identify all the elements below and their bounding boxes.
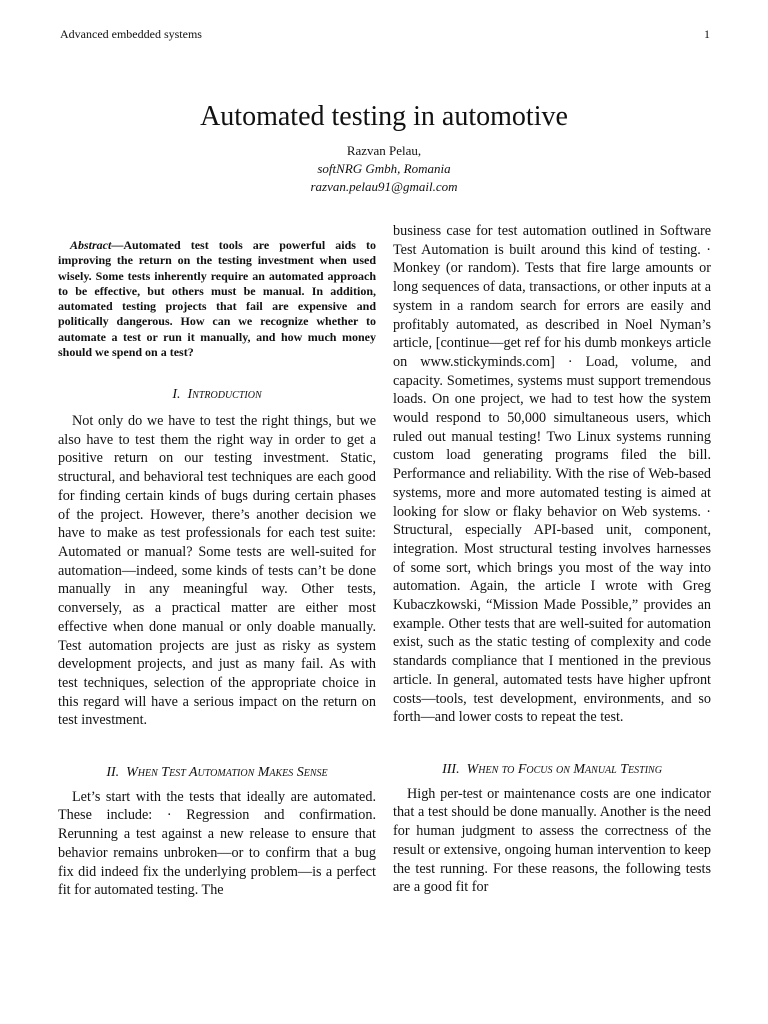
- running-title: Advanced embedded systems: [60, 27, 202, 41]
- automation-paragraph-part2: business case for test automation outlined in Software Test Automation is built around this kind of testing. · Monkey (or random). Tests that fire large amounts or long sequences of data, transactions, or other inputs at a system in a random search for errors are easily and profitably automated, as described in Noel Nyman’s article, [continue—get ref for his dumb monkeys article on www.stickyminds.com] · Load, volume, and capacity. Sometimes, systems must support tremendous loads. On one project, we had to test how the system would respond to 50,000 simultaneous users, which ruled out manual testing! Two Linux systems running custom load generating programs filed the bill. Performance and reliability. With the rise of Web-based systems, more and more automated testing is aimed at looking for slow or flaky behavior on Web systems. · Structural, especially API-based unit, component, integration. Most structural testing involves harnesses of some sort, which brings you most of the way into automation. Again, the article I wrote with Greg Kubaczkowski, “Mission Made Possible,” provides an example. Other tests that are well-suited for automation exist, such as the static testing of complexity and code standards compliance that I mentioned in the previous article. In general, automated tests have higher upfront costs—tools, test development, environments, and so forth—and lower costs to repeat the test.: [393, 223, 711, 726]
- section-title: When Test Automation Makes Sense: [126, 765, 328, 781]
- author-email: razvan.pelau91@gmail.com: [310, 179, 458, 194]
- introduction-paragraph: Not only do we have to test the right things, but we also have to test them the right way in order to get a positive return on our testing investment. Static, structural, and behavioral test techniques are each good for finding certain kinds of bugs during certain phases of the project. However, there’s another decision we have to make as test professionals for each test suite: Automated or manual? Some tests are well-suited for automation—indeed, some kinds of tests can’t be done manually in any meaningful way. Other tests, conversely, as a practical matter are either most effective when done manual or only doable manually. Test automation projects are just as risky as system development projects, and just as many fail. As with test techniques, selection of the appropriate choice in this regard will have a serious impact on the return on test investment.: [58, 413, 376, 729]
- section-number: I.: [172, 387, 181, 403]
- section-number: III.: [442, 761, 460, 777]
- section-number: II.: [106, 765, 120, 781]
- left-column: [58, 238, 376, 900]
- section-title: Introduction: [187, 387, 262, 403]
- automation-paragraph-part1: Let’s start with the tests that ideally are automated. These include: · Regression and confirmation. Rerunning a test against a new release to ensure that behavior remains unbroken—or to confirm that a bug fix did indeed fix the underlying problem—is a perfect fit for automated testing. The: [58, 788, 376, 899]
- section-heading-automation: [58, 764, 376, 783]
- abstract-text: —Automated test tools are powerful aids to improving the return on the testing investment when used wisely. Some tests inherently require an automated approach to be effective, but others must be manual. In addition, automated testing projects that fail are expensive and politically dangerous. How can we recognize whether to automate a test or run it manually, and how much money should we spend on a test?: [58, 238, 376, 360]
- page-number: 1: [704, 27, 710, 41]
- author-name: Razvan Pelau,: [346, 143, 422, 158]
- right-column: [393, 222, 711, 897]
- abstract-label: Abstract: [70, 238, 112, 252]
- abstract: [58, 238, 376, 360]
- author-affiliation: softNRG Gmbh, Romania: [317, 161, 451, 176]
- manual-testing-paragraph: High per-test or maintenance costs are one indicator that a test should be done manually. Another is the need for human judgment to assess the correctness of the result or extensive, ongoing human intervention to keep the test running. For these reasons, the following tests are a good fit for: [393, 785, 711, 896]
- section-heading-manual: [393, 761, 711, 780]
- section-title: When to Focus on Manual Testing: [466, 761, 662, 777]
- author-block: [0, 142, 768, 196]
- running-header: [60, 27, 710, 42]
- paper-title: Automated testing in automotive: [200, 100, 568, 132]
- section-heading-introduction: [58, 386, 376, 405]
